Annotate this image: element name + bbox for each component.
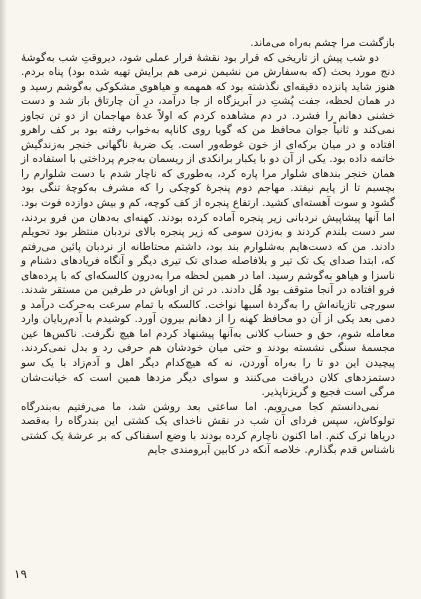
page-number: ۱۹ [14, 567, 27, 581]
paragraph-2: دو شب پیش از تاریخی که قرار بود نقشهٔ فرار عملی شود، دیروقتِ شب به‌گوشهٔ دنج مورد بحث (که به‌سفارش من نشیمن نرمی هم برایش تهیه شده بود) پناه بردم. هنوز شاید پانزده دقیقه‌ای نگذشته بود که همهمه و هیاهوی مشکوکی به‌گوشم رسید و در همان لحظه، جفت پُشتِ در آبریزگاه از جا درآمد، درِ آن چارتاق باز شد و دست خشنی دهانم را فشرد. در دم مشاهده کردم که اولاً عدهٔ مهاجمان از دو تن تجاوز نمی‌کند و ثانیاً جوان محافظ من که گویا روی کاناپه به‌خواب رفته بود بر کف راهرو افتاده و در میان برکه‌ای از خون غوطه‌ور است. یک ضربهٔ ناگهانی خنجر به‌زندگیش خاتمه داده بود. یکی از آن دو با یکبار برانکدی از ریسمان به‌جرم پرداختی با استفاده از همان خنجر بندهای شلوار مرا پاره کرد، به‌طوری که ناچار شدم با دست شلوارم را بچسبم تا از پایم نیفتد. مهاجم دوم پنجرهٔ کوچکی را که مشرف به‌کوچهٔ تنگی بود گشود و سوت آهسته‌ای کشید. ارتفاع پنجره از کف کوچه، کم و بیش دوازده فوت بود. اما آنها پیشاپیش نردبانی زیر پنجره آماده کرده بودند. کهنه‌ای به‌دهان من فرو بردند، سر دست بلندم کردند و به‌زدن سومی که زیر پنجره بالای نردبان منتظر بود تحویلم دادند. من که دست‌هایم به‌شلوارم بند بود، داشتم محتاطانه از نردبان پائین می‌رفتم که، ابتدا صدای یک تک تیر و بلافاصله صدای تک تیری دیگر و آنگاه فریادهای دشنام و ناسزا و هیاهو به‌گوشم رسید. اما در همین لحظه مرا به‌درون کالسکه‌ای که با پرده‌های فرو افتاده در آنجا متوقف بود هُل دادند. در تن از اوباش در طرفین من مستقر شدند. سورچی تازیانه‌اش را به‌گردهٔ اسبها نواخت. کالسکه با تمام سرعت به‌حرکت درآمد و دمی بعد یکی از آن دو محافظ کهنه را از دهانم بیرون آورد. کوشیدم با آدم‌ربایان وارد معامله شوم، حق و حساب کلانی به‌آنها پیشنهاد کردم اما هیچ نگرفت. ناکس‌ها عین مجسمهٔ سنگی نشسته بودند و حتی میان خودشان هم حرفی رد و بدل نمی‌کردند. پیچیدن این دو تا را به‌راه آوردن، نه که هیچ‌کدام دیگر اهل و آدم‌زاد با یک سو دستمزدهای کلان دریافت می‌کنند و سوای دیگر مزدها همین است که خیانت‌شان مرگی است فجیع و گریزناپذیر. [21, 51, 395, 399]
page-body-text [21, 36, 395, 458]
paragraph-3: نمی‌دانستم کجا می‌رویم. اما ساعتی بعد روشن شد، ما می‌رفتیم به‌بندرگاه تولوکاش، سپس فردای آن شب در نقش ناخدای یک کشتی این بندرگاه را به‌قصد دریاها ترک کنم. اما اکنون ناچارم کرده بودند با وضع اسفناکی که بر عرشهٔ یک کشتی ناشناس قدم بگذارم. خلاصه آنکه در کابین آبرومندی جایم [21, 400, 395, 457]
paragraph-1: بازگشت مرا چشم به‌راه می‌ماند. [250, 37, 395, 49]
page-spine-shadow [0, 0, 7, 599]
